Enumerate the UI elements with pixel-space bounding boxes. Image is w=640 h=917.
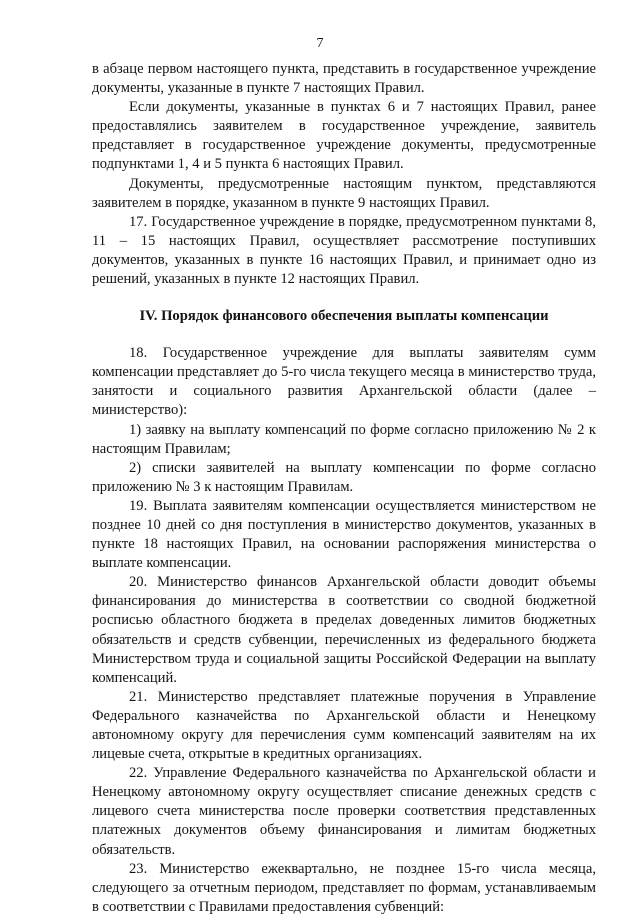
paragraph-item-18: 18. Государственное учреждение для выплаты заявителям сумм компенсации представляет до 5-го числа текущего месяца в министерство труда, занятости и социального развития Архангельской области (далее – министерство): (92, 345, 596, 419)
paragraph-item-23: 23. Министерство ежеквартально, не позднее 15-го числа месяца, следующего за отчетным периодом, представляет по формам, устанавливаемым в соответствии с Правилами предоставления субвенций: (92, 860, 596, 915)
section-heading: IV. Порядок финансового обеспечения выплаты компенсации (139, 308, 549, 325)
paragraph: Если документы, указанные в пунктах 6 и 7 настоящих Правил, ранее предоставлялись заявителем в государственное учреждение, заявитель представляет в государственное учреждение документы, предусмотренные подпунктами 1, 4 и 5 пункта 6 настоящих Правил. (92, 99, 596, 173)
paragraph-item-20: 20. Министерство финансов Архангельской области доводит объемы финансирования до министерства в соответствии со сводной бюджетной росписью областного бюджета в пределах доведенных лимитов бюджетных обязательств и средств субвенции, перечисленных из федерального бюджета Министерством труда и социальной защиты Российской Федерации на выплату компенсаций. (92, 574, 596, 686)
page-number: 7 (316, 36, 324, 51)
paragraph-item-22: 22. Управление Федерального казначейства по Архангельской области и Ненецкому автономному округу осуществляет списание денежных средств с лицевого счета министерства после проверки соответствия представленных платежных документов объему финансирования и лимитам бюджетных обязательств. (92, 765, 596, 858)
document-body (92, 60, 596, 917)
paragraph-item-17: 17. Государственное учреждение в порядке, предусмотренном пунктами 8, 11 – 15 настоящих Правил, осуществляет рассмотрение поступивших документов, указанных в пункте 16 настоящих Правил, и принимает одно из решений, указанных в пункте 12 настоящих Правил. (92, 213, 596, 288)
paragraph-item-19: 19. Выплата заявителям компенсации осуществляется министерством не позднее 10 дней со дня поступления в министерство документов, указанных в пункте 18 настоящих Правил, на основании распоряжения министерства о выплате компенсации. (92, 497, 596, 572)
subitem-2: 2) списки заявителей на выплату компенсации по форме согласно приложению № 3 к настоящим Правилам. (92, 459, 596, 495)
subitem-1: 1) заявку на выплату компенсаций по форме согласно приложению № 2 к настоящим Правилам; (92, 421, 596, 457)
paragraph: в абзаце первом настоящего пункта, представить в государственное учреждение документы, указанные в пункте 7 настоящих Правил. (92, 61, 596, 97)
paragraph-item-21: 21. Министерство представляет платежные поручения в Управление Федерального казначейства по Архангельской области и Ненецкому автономному округу для перечисления сумм компенсаций заявителям на их лицевые счета, открытые в кредитных организациях. (92, 688, 596, 763)
paragraph: Документы, предусмотренные настоящим пунктом, представляются заявителем в порядке, указанном в пункте 9 настоящих Правил. (92, 175, 596, 211)
